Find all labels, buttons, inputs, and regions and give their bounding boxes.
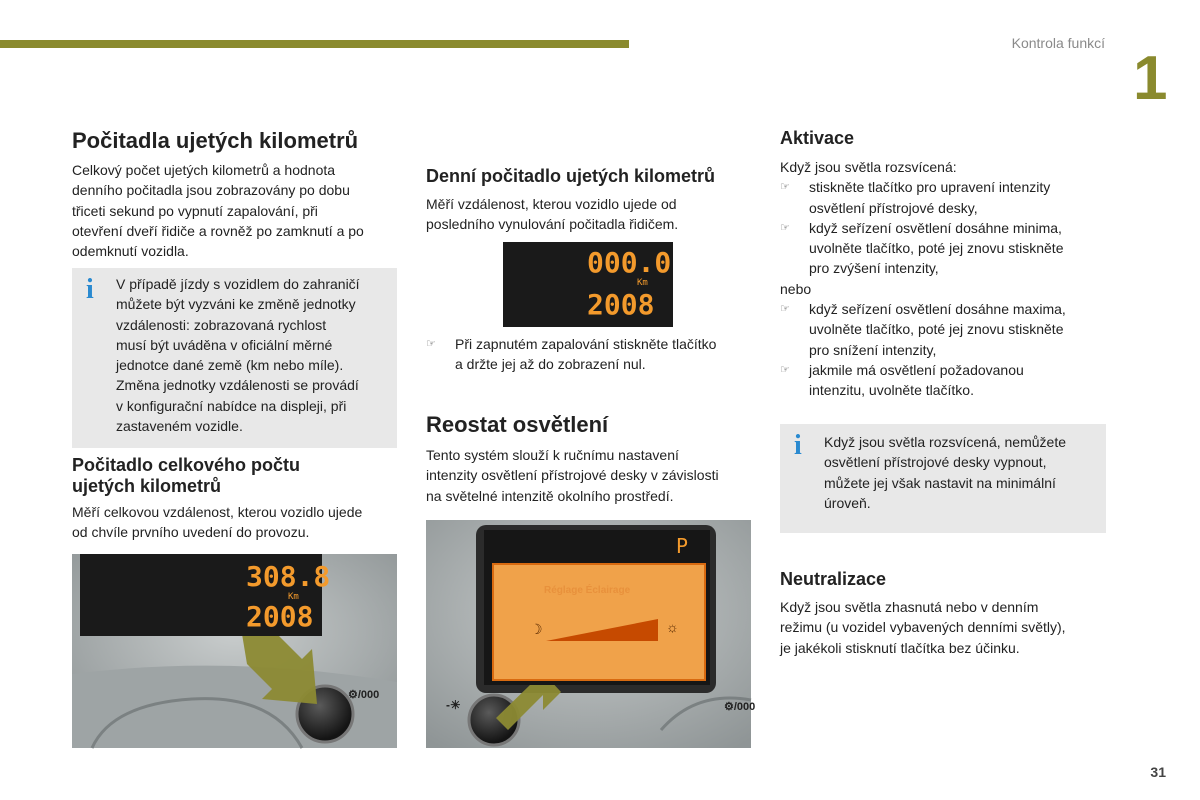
pointer-icon: ☞ [426,338,436,350]
section-label: Kontrola funkcí [1011,35,1105,51]
pointer-icon: ☞ [780,303,790,316]
unit-label: Km [637,278,648,288]
sun-icon: ☼ [666,619,679,635]
brightness-bar [546,617,666,643]
trip-display [503,242,673,327]
menu-caption: Réglage Éclairage [544,585,631,596]
reset-button-label: ⚙/000 [348,689,380,701]
list-item: ☞ stiskněte tlačítko pro upravení intenzity osvětlení přístrojové desky, [780,179,1051,216]
list-item: ☞ jakmile má osvětlení požadovanou intenzitu, uvolněte tlačítko. [780,361,1024,399]
header-rule [0,40,629,48]
neutralization-text: Když jsou světla zhasnutá nebo v denním režimu (u vozidel vybavených denními světly), je jakékoli stisknutí tlačítka bez účinku. [780,599,1066,656]
daily-trip-heading: Denní počitadlo ujetých kilometrů [426,166,716,186]
info-box-units: i V případě jízdy s vozidlem do zahraničí můžete být vyzváni ke změně jednotky vzdálenosti: zobrazovaná rychlost musí být uváděna v oficiální měrné jednotce dané země (km nebo míle). Změna jednotky vzdálenosti se provádí v konfigurační nabídce na displeji, při zastaveném vozidle. [72,268,397,448]
dimmer-button[interactable] [469,695,519,745]
total-odometer-text: Měří celkovou vzdálenost, kterou vozidlo ujede od chvíle prvního uvedení do provozu. [72,504,363,541]
neutralization-heading: Neutralizace [780,569,887,589]
list-item: ☞ Při zapnutém zapalování stiskněte tlačítko a držte jej až do zobrazení nul. [426,336,717,373]
chapter-number: 1 [1133,44,1168,113]
pointer-icon: ☞ [780,363,790,376]
activation-block: Když jsou světla rozsvícená: ☞ stiskněte tlačítko pro upravení intenzity osvětlení přístrojové desky, ☞ když seřízení osvětlení dosáhne minima, uvolněte tlačítko, poté jej znovu stiskněte pro zvýšení intenzity, nebo ☞ když seřízení osvětlení dosáhne maxima, uvolněte tlačítko, poté jej znovu stiskněte pro snížení intenzity, ☞ jakmile má osvětlení požadovanou intenzitu, uvolněte tlačítko. [780,157,1110,401]
total-odometer-heading: Počitadlo celkového počtu ujetých kilometrů [72,455,301,496]
total-reading: 2008 [587,288,655,321]
rheostat-photo [426,520,756,748]
rheostat-text: Tento systém slouží k ručnímu nastavení intenzity osvětlení přístrojové desky v závislosti na světelné intenzitě okolního prostředí. [426,447,719,504]
instrument-screen [484,530,710,685]
pointer-icon: ☞ [780,221,790,234]
reset-button[interactable] [297,686,353,742]
odometer-display [80,554,331,636]
info-icon: i [794,430,802,461]
moon-icon: ☽ [530,621,543,637]
rheostat-title: Reostat osvětlení [426,412,609,437]
total-reading: 2008 [246,600,314,633]
page-number: 31 [1150,764,1166,780]
info-icon: i [86,274,94,305]
unit-label: Km [288,592,299,602]
gear-indicator: P [676,534,689,558]
daily-trip-text: Měří vzdálenost, kterou vozidlo ujede od posledního vynulování počitadla řidičem. [426,196,679,233]
info-box-lights: i Když jsou světla rozsvícená, nemůžete osvětlení přístrojové desky vypnout, můžete jej však nastavit na minimální úroveň. [780,424,1106,533]
list-item: ☞ když seřízení osvětlení dosáhne minima, uvolněte tlačítko, poté jej znovu stiskněte pro zvýšení intenzity, [780,219,1064,277]
brightness-panel [492,563,706,681]
odometer-photo [72,554,397,748]
reset-button-label: ⚙/000 [724,701,756,713]
page-title: Počitadla ujetých kilometrů [72,128,359,153]
reset-instruction [426,334,756,375]
dimmer-button-label: -☀ [446,698,461,712]
trip-reading: 000.0 [587,246,672,279]
trip-reading: 308.8 [246,560,331,593]
activation-heading: Aktivace [780,128,855,148]
pointer-icon: ☞ [780,181,790,194]
intro-paragraph: Celkový počet ujetých kilometrů a hodnota denního počitadla jsou zobrazovány po dobu třiceti sekund po vypnutí zapalování, při otevření dveří řidiče a rovněž po zamknutí a po odemknutí vozidla. [72,162,364,260]
list-item: ☞ když seřízení osvětlení dosáhne maxima, uvolněte tlačítko, poté jej znovu stiskněte pro snížení intenzity, [780,301,1066,358]
